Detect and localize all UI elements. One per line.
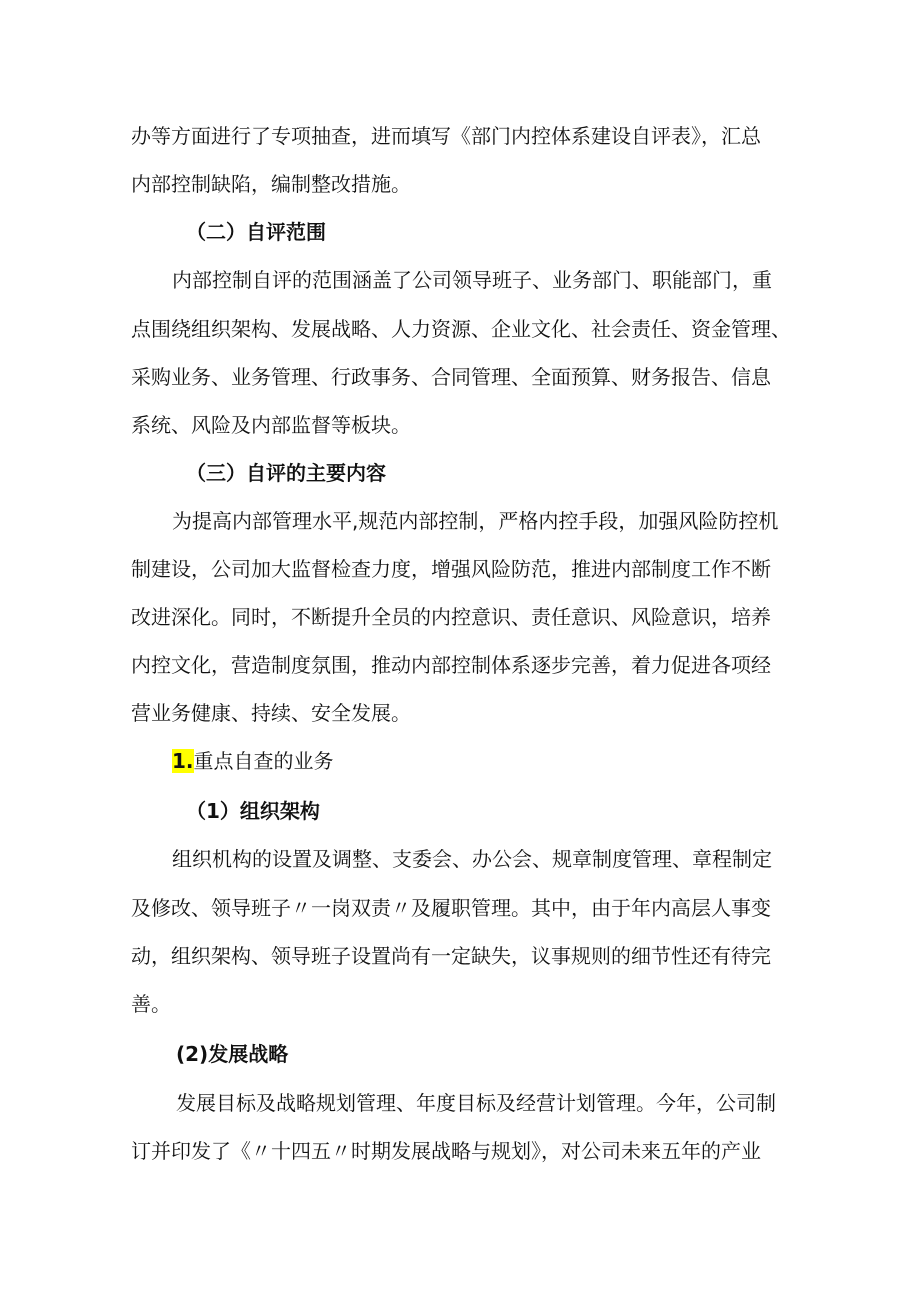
body-text-line: 订并印发了《〃十四五〃时期发展战略与规划》，对公司未来五年的产业	[131, 1139, 761, 1163]
subheading-organization: （1）组织架构	[186, 799, 320, 823]
body-text-line: 为提高内部管理水平,规范内部控制，严格内控手段，加强风险防控机	[172, 509, 779, 533]
body-text-line: 组织机构的设置及调整、支委会、办公会、规章制度管理、章程制定	[172, 847, 772, 871]
body-text-line: 点围绕组织架构、发展战略、人力资源、企业文化、社会责任、资金管理、	[131, 317, 791, 341]
numbered-heading-key-business	[172, 746, 334, 776]
subheading-strategy: (2)发展战略	[176, 1042, 289, 1066]
body-text-line: 内部控制缺陷，编制整改措施。	[131, 172, 411, 196]
body-text-line: 内部控制自评的范围涵盖了公司领导班子、业务部门、职能部门，重	[172, 268, 772, 292]
body-text-line: 改进深化。同时，不断提升全员的内控意识、责任意识、风险意识，培养	[131, 605, 771, 629]
body-text-line: 发展目标及战略规划管理、年度目标及经营计划管理。今年，公司制	[176, 1091, 776, 1115]
section-heading-scope: （二）自评范围	[186, 220, 326, 244]
list-number-highlight: 1.	[172, 749, 194, 773]
body-text-line: 善。	[131, 992, 171, 1016]
body-text-line: 及修改、领导班子〃一岗双责〃及履职管理。其中，由于年内高层人事变	[131, 896, 771, 920]
section-heading-content: （三）自评的主要内容	[186, 461, 386, 485]
body-text-line: 办等方面进行了专项抽查，进而填写《部门内控体系建设自评表》，汇总	[131, 124, 761, 148]
numbered-heading-text: 重点自查的业务	[193, 749, 334, 773]
body-text-line: 制建设，公司加大监督检查力度，增强风险防范，推进内部制度工作不断	[131, 557, 771, 581]
body-text-line: 营业务健康、持续、安全发展。	[131, 701, 411, 725]
body-text-line: 动，组织架构、领导班子设置尚有一定缺失，议事规则的细节性还有待完	[131, 944, 771, 968]
body-text-line: 系统、风险及内部监督等板块。	[131, 413, 411, 437]
body-text-line: 内控文化，营造制度氛围，推动内部控制体系逐步完善，着力促进各项经	[131, 653, 771, 677]
body-text-line: 采购业务、业务管理、行政事务、合同管理、全面预算、财务报告、信息	[131, 365, 771, 389]
